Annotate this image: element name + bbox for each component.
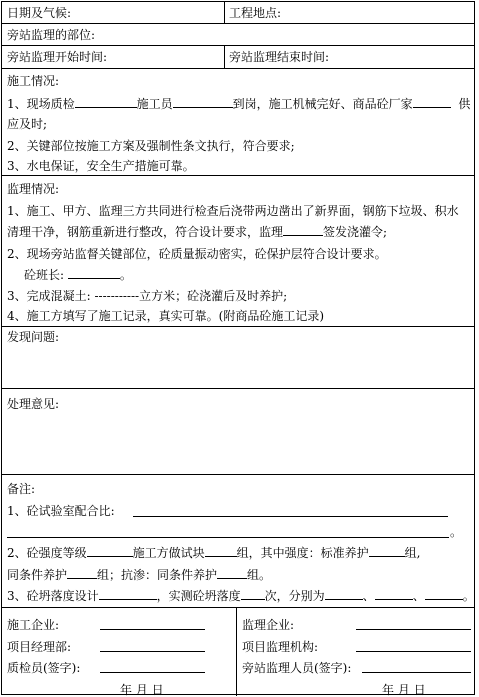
quality-inspector-sign-blank[interactable] — [100, 672, 205, 673]
onsite-supervisor-label: 旁站监理人员(签字): — [242, 661, 352, 675]
column-divider — [236, 608, 237, 696]
part-row — [2, 24, 474, 46]
notes-line-4: 3、砼坍落度设计 ，实测砼坍落度 次，分别为 、 、 。 — [7, 589, 475, 603]
supervision-section — [2, 176, 474, 327]
construction-sign-date: 年 月 日 — [120, 683, 164, 697]
construction-company-blank[interactable] — [100, 629, 205, 630]
supervision-org-label: 项目监理机构: — [242, 640, 319, 654]
quality-inspector-blank[interactable] — [75, 96, 137, 108]
construction-line-1: 1、现场质检 施工员 到岗，施工机械完好、商品砼厂家 供 — [7, 97, 471, 111]
strength-grade-blank[interactable] — [87, 545, 133, 557]
mix-ratio-blank-cont[interactable] — [7, 537, 449, 538]
same-cure-count-blank[interactable] — [67, 567, 97, 579]
column-divider — [224, 46, 225, 69]
standard-cure-count-blank[interactable] — [369, 545, 405, 557]
opinion-title: 处理意见: — [7, 397, 60, 411]
construction-company-label: 施工企业: — [7, 618, 60, 632]
notes-section — [2, 475, 474, 608]
supervision-part-label: 旁站监理的部位: — [7, 28, 96, 42]
supervision-record-form — [1, 1, 475, 695]
supervisor-blank[interactable] — [283, 224, 323, 236]
end-time-label: 旁站监理结束时间: — [229, 50, 330, 64]
onsite-supervisor-sign-blank[interactable] — [362, 672, 471, 673]
slump-value-1-blank[interactable] — [325, 588, 363, 600]
supervision-line-2: 清理干净，钢筋重新进行整改，符合设计要求，监理 签发浇灌令; — [7, 225, 388, 239]
concrete-supplier-blank[interactable] — [413, 96, 451, 108]
concrete-team-leader-blank[interactable] — [68, 267, 120, 279]
start-time-label: 旁站监理开始时间: — [7, 50, 108, 64]
slump-value-3-blank[interactable] — [425, 588, 463, 600]
slump-design-blank[interactable] — [99, 588, 157, 600]
signature-section — [2, 608, 474, 696]
supervision-line-3: 2、现场旁站监督关键部位，砼质量振动密实，砼保护层符合设计要求。 — [7, 247, 387, 261]
supervision-line-5: 3、完成混凝土: -----------立方米；砼浇灌后及时养护; — [7, 289, 288, 303]
supervision-company-label: 监理企业: — [242, 618, 295, 632]
site-label: 工程地点: — [229, 6, 282, 20]
notes-line-1: 1、砼试验室配合比: — [7, 504, 115, 518]
slump-value-2-blank[interactable] — [375, 588, 413, 600]
notes-line-1-end: 。 — [450, 525, 463, 539]
problems-title: 发现问题: — [7, 330, 60, 344]
construction-line-3: 3、水电保证，安全生产措施可靠。 — [7, 159, 195, 173]
column-divider — [224, 2, 225, 24]
construction-line-1-cont: 应及时; — [7, 117, 48, 131]
supervision-line-1: 1、施工、甲方、监理三方共同进行检查后浇带两边凿出了新界面，钢筋下垃圾、积水 — [7, 204, 459, 218]
construction-line-2: 2、关键部位按施工方案及强制性条文执行，符合要求; — [7, 139, 295, 153]
project-manager-label: 项目经理部: — [7, 640, 72, 654]
time-row — [2, 46, 474, 69]
construction-title: 施工情况: — [7, 74, 60, 88]
notes-line-3: 同条件养护 组；抗渗：同条件养护 组。 — [7, 568, 272, 582]
supervision-org-blank[interactable] — [356, 651, 471, 652]
supervision-company-blank[interactable] — [356, 629, 471, 630]
impermeability-count-blank[interactable] — [217, 567, 247, 579]
notes-line-2: 2、砼强度等级 施工方做试块 组，其中强度：标准养护 组, — [7, 546, 421, 560]
opinion-section — [2, 389, 474, 475]
constructor-blank[interactable] — [173, 96, 233, 108]
problems-section — [2, 327, 474, 389]
date-row — [2, 2, 474, 24]
notes-title: 备注: — [7, 482, 36, 496]
project-manager-blank[interactable] — [100, 651, 205, 652]
supervision-line-6: 4、施工方填写了施工记录，真实可靠。(附商品砼施工记录) — [7, 309, 325, 323]
supervision-sign-date: 年 月 日 — [382, 683, 426, 697]
slump-test-count-blank[interactable] — [241, 588, 265, 600]
supervision-line-4: 砼班长: 。 — [24, 268, 132, 282]
test-block-count-blank[interactable] — [205, 545, 237, 557]
quality-inspector-label: 质检员(签字): — [7, 661, 81, 675]
mix-ratio-blank[interactable] — [133, 516, 448, 517]
supervision-title: 监理情况: — [7, 182, 60, 196]
date-weather-label: 日期及气候: — [7, 6, 72, 20]
construction-section — [2, 69, 474, 176]
